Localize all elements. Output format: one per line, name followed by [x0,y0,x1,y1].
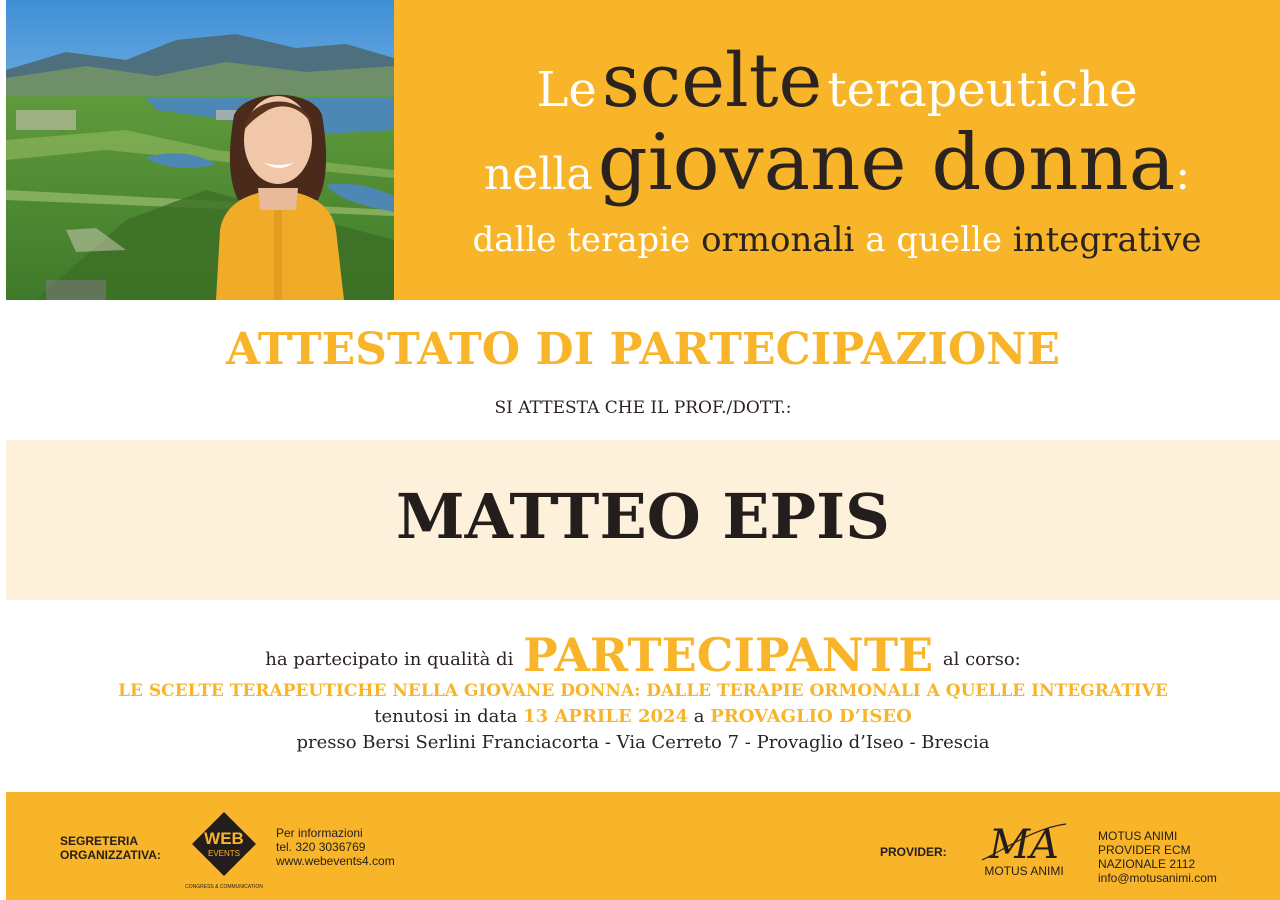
provider-info-line: PROVIDER ECM [1098,843,1191,857]
motus-logo-name: MOTUS ANIMI [984,864,1064,878]
provider-info [1098,829,1217,885]
provider-info-line: NAZIONALE 2112 [1098,857,1196,871]
webevents-logo-text: WEB [204,829,244,848]
title-word: terapeutiche [827,62,1138,118]
date-prefix: tenutosi in data [374,706,518,727]
segreteria-label-line: SEGRETERIA [60,834,139,848]
subtitle-word-emphasis: integrative [1012,220,1202,260]
contact-info [276,826,395,868]
certificate-title: ATTESTATO DI PARTECIPAZIONE [226,324,1060,375]
segreteria-label [60,834,161,862]
contact-info-line: Per informazioni [276,826,363,840]
role-prefix: ha partecipato in qualità di [265,649,514,670]
webevents-logo-sub: EVENTS [207,849,241,858]
header-banner [6,0,1280,300]
webevents-logo-caption: CONGRESS & COMMUNICATION [185,884,263,890]
participant-name: MATTEO EPIS [396,480,890,553]
event-date: 13 APRILE 2024 [523,706,689,727]
provider-label: PROVIDER: [880,845,947,859]
role-value: PARTECIPANTE [523,628,934,682]
provider-info-line: MOTUS ANIMI [1098,829,1178,843]
webevents-logo [184,810,264,890]
landscape-image [6,0,394,300]
title-colon: : [1175,149,1191,200]
course-title: LE SCELTE TERAPEUTICHE NELLA GIOVANE DONNA: DALLE TERAPIE ORMONALI A QUELLE INTEGRATIVE [118,681,1168,701]
venue-line: presso Bersi Serlini Franciacorta - Via Cerreto 7 - Provaglio d’Iseo - Brescia [296,732,990,753]
event-title [394,0,1280,300]
footer-banner [6,792,1280,900]
date-mid: a [693,706,705,727]
provider-email[interactable]: info@motusanimi.com [1098,871,1217,885]
title-word: nella [483,149,593,200]
segreteria-label-line: ORGANIZZATIVA: [60,848,161,862]
contact-phone: tel. 320 3036769 [276,840,366,854]
certificate-page [6,0,1280,900]
date-line [6,706,1280,727]
event-place: PROVAGLIO D’ISEO [710,706,912,727]
title-line-3 [394,220,1280,260]
title-word: Le [536,62,597,118]
attestation-text: SI ATTESTA CHE IL PROF./DOTT.: [494,398,792,418]
role-suffix: al corso: [942,649,1021,670]
title-word-emphasis: scelte [601,38,823,124]
subtitle-word-emphasis: ormonali [701,220,855,260]
title-word-emphasis: giovane donna [597,118,1176,208]
header-photo [6,0,394,300]
subtitle-word: dalle terapie [472,220,691,260]
role-line [6,628,1280,682]
title-line-1 [394,38,1280,124]
contact-website[interactable]: www.webevents4.com [276,854,395,868]
title-line-2 [394,118,1280,208]
motus-logo-mark: MA [989,822,1059,864]
subtitle-word: a quelle [865,220,1002,260]
